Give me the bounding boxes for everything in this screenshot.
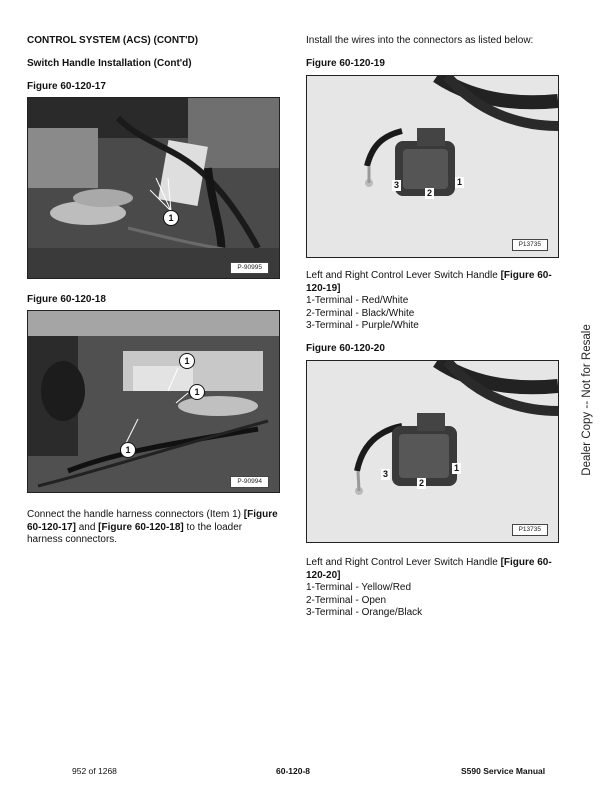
figure-20-terminal-2-label: 2 bbox=[419, 478, 425, 488]
figure-17-callout: 1 bbox=[163, 210, 179, 226]
figure-17-photo bbox=[27, 97, 280, 279]
dealer-watermark: Dealer Copy -- Not for Resale bbox=[581, 324, 593, 476]
figure-ref: [Figure 60-120-17] bbox=[27, 509, 278, 533]
manual-title: S590 Service Manual bbox=[461, 766, 546, 776]
terminal-item: 1-Terminal - Red/White bbox=[306, 295, 409, 306]
figure-ref: [Figure 60-120-20] bbox=[306, 557, 552, 581]
terminal-item: 1-Terminal - Yellow/Red bbox=[306, 582, 412, 593]
figure-20-photo-id: P13735 bbox=[512, 524, 548, 536]
figure-18-photo-id: P-90994 bbox=[230, 476, 269, 488]
figure-19-terminal-2-label: 2 bbox=[427, 188, 433, 198]
subsection-title: Switch Handle Installation (Cont'd) bbox=[27, 58, 192, 69]
figure-18-callout-top: 1 bbox=[179, 353, 195, 369]
figure-19-caption: Figure 60-120-19 bbox=[306, 58, 385, 69]
page-count: 952 of 1268 bbox=[72, 766, 117, 776]
figure-19-photo bbox=[306, 75, 559, 258]
page-number: 60-120-8 bbox=[276, 766, 311, 776]
figure-20-terminal-3-label: 3 bbox=[383, 469, 389, 479]
figure-18-callout-bottom: 1 bbox=[120, 442, 136, 458]
terminal-item: 2-Terminal - Open bbox=[306, 594, 387, 606]
figure-ref: [Figure 60-120-18] bbox=[98, 521, 184, 533]
figure-19-terminal-list bbox=[306, 295, 419, 333]
figure-18-caption: Figure 60-120-18 bbox=[27, 294, 106, 305]
figure-19-terminal-1-label: 1 bbox=[457, 177, 463, 187]
terminal-item: 3-Terminal - Purple/White bbox=[306, 320, 419, 331]
figure-20-photo bbox=[306, 360, 559, 543]
figure-20-terminal-list bbox=[306, 582, 422, 620]
section-title: CONTROL SYSTEM (ACS) (CONT'D) bbox=[27, 35, 199, 46]
figure-19-terminal-3-label: 3 bbox=[394, 180, 400, 190]
figure-18-photo bbox=[27, 310, 280, 493]
figure-18-callout-middle: 1 bbox=[189, 384, 205, 400]
figure-17-caption: Figure 60-120-17 bbox=[27, 81, 106, 92]
figure-20-caption: Figure 60-120-20 bbox=[306, 343, 385, 354]
figure-20-terminal-1-label: 1 bbox=[454, 463, 460, 473]
connect-paragraph: Connect the handle harness connectors (Item 1) [Figure 60-120-17] and [Figure 60-120-18] to the loader harness connectors. bbox=[27, 509, 278, 545]
terminal-item: 2-Terminal - Black/White bbox=[306, 307, 415, 319]
figure-20-description: Left and Right Control Lever Switch Handle [Figure 60-120-20] bbox=[306, 557, 552, 581]
figure-19-photo-id: P13735 bbox=[512, 239, 548, 251]
figure-ref: [Figure 60-120-19] bbox=[306, 270, 552, 294]
intro-text: Install the wires into the connectors as listed below: bbox=[306, 35, 534, 46]
figure-17-photo-id: P-90995 bbox=[230, 262, 269, 274]
figure-19-description: Left and Right Control Lever Switch Handle [Figure 60-120-19] bbox=[306, 270, 552, 294]
terminal-item: 3-Terminal - Orange/Black bbox=[306, 607, 423, 618]
